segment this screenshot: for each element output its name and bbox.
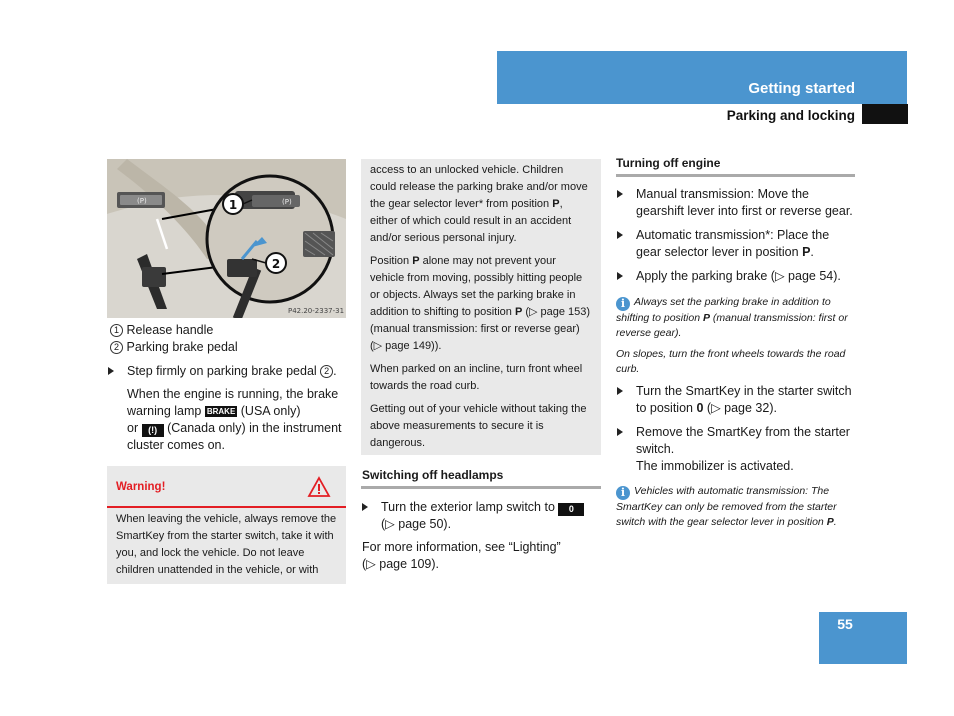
parking-brake-figure	[107, 159, 346, 318]
warning-box-continued	[361, 159, 601, 455]
bullet-arrow-icon	[617, 387, 623, 395]
step-automatic-transmission: Automatic transmission*: Place the gear selector lever in position P.	[617, 227, 857, 261]
info-icon: i	[616, 486, 630, 500]
warning-box	[107, 466, 346, 584]
step-manual-transmission: Manual transmission: Move the gearshift lever into first or reverse gear.	[617, 186, 857, 220]
callout-2-label: 2	[271, 257, 281, 271]
svg-text:(P): (P)	[137, 197, 147, 205]
info-icon: i	[616, 297, 630, 311]
section-rule	[616, 174, 855, 177]
bullet-arrow-icon	[617, 272, 623, 280]
column-3-steps-2	[617, 383, 857, 475]
info-note-1: i Always set the parking brake in addition to shifting to position P (manual transmission: first or reverse gear). On slopes, turn the front wheels towards the road curb.	[616, 296, 848, 375]
section-tab-marker	[862, 104, 908, 124]
lighting-reference: For more information, see “Lighting” (▷ page 109).	[362, 540, 561, 571]
warning-p3: When parked on an incline, turn front wheel towards the road curb.	[370, 363, 583, 392]
step-apply-parking-brake: Apply the parking brake (▷ page 54).	[617, 268, 857, 285]
step-apply-brake: Step firmly on parking brake pedal 2 .	[108, 363, 348, 380]
canada-brake-lamp-icon: (!)	[142, 424, 164, 437]
section-subtitle: Parking and locking	[726, 108, 855, 123]
figure-legend	[110, 322, 346, 356]
warning-p4: Getting out of your vehicle without taking the above measurements to secure it is dangerous.	[370, 403, 587, 449]
bullet-arrow-icon	[617, 190, 623, 198]
page-number: 55	[837, 616, 853, 632]
callout-1-label: 1	[228, 198, 238, 212]
brake-lamp-note: When the engine is running, the brake warning lamp BRAKE (USA only) or (!) (Canada only) in the instrument cluster comes on.	[127, 387, 342, 452]
bullet-arrow-icon	[617, 428, 623, 436]
column-2-steps	[362, 499, 602, 573]
column-3-steps	[617, 186, 857, 285]
svg-text:(P): (P)	[282, 198, 292, 206]
parking-brake-illustration	[107, 159, 346, 318]
step-turn-smartkey: Turn the SmartKey in the starter switch to position 0 (▷ page 32).	[617, 383, 857, 417]
headlamps-section-title: Switching off headlamps	[362, 468, 504, 482]
bullet-arrow-icon	[108, 367, 114, 375]
engine-section-title: Turning off engine	[616, 156, 721, 170]
step-lamp-switch: Turn the exterior lamp switch to 0 (▷ page 50).	[362, 499, 602, 533]
legend-item: 1 Release handle	[110, 322, 346, 339]
bullet-arrow-icon	[362, 503, 368, 511]
lamp-switch-off-icon: 0	[558, 503, 584, 516]
column-1-steps	[108, 363, 348, 454]
brake-warning-lamp-icon: BRAKE	[206, 407, 236, 416]
warning-p2: Position P alone may not prevent your vehicle from moving, possibly hitting people or objects. Always set the parking brake in addition to shifting to position P (▷ page 153) (manual transmission: first or reverse gear) (▷ page 149)).	[370, 255, 591, 352]
bullet-arrow-icon	[617, 231, 623, 239]
figure-code: P42.20-2337-31	[288, 307, 345, 315]
step-remove-smartkey: Remove the SmartKey from the starter switch. The immobilizer is activated.	[617, 424, 857, 475]
warning-title: Warning!	[116, 481, 166, 493]
warning-text: When leaving the vehicle, always remove the SmartKey from the starter switch, take it with you, and lock the vehicle. Do not leave children unattended in the vehicle, or with	[116, 513, 337, 576]
warning-triangle-icon	[307, 476, 331, 498]
chapter-title: Getting started	[748, 80, 855, 97]
warning-p1: access to an unlocked vehicle. Children could release the parking brake and/or move the gear selector lever* from position P, either of which could result in an accident and/or serious personal injury.	[370, 164, 588, 244]
section-rule	[361, 486, 601, 489]
legend-item: 2 Parking brake pedal	[110, 339, 346, 356]
info-note-2: i Vehicles with automatic transmission: The SmartKey can only be removed from the starter switch with the gear selector lever in position P.	[616, 485, 837, 528]
